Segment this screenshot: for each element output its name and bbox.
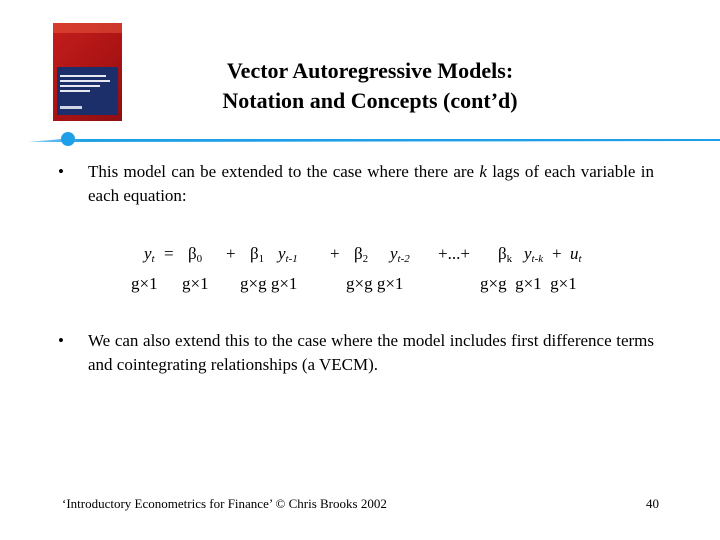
page-number: 40 <box>646 496 659 511</box>
cover-stripe <box>53 23 122 33</box>
eq-term-betak: $\beta_k$ <box>498 244 513 265</box>
book-cover-image <box>53 23 122 121</box>
eq-plus: + <box>330 244 340 263</box>
eq-plus: + <box>226 244 236 263</box>
bullet-text: We can also extend this to the case where the model includes first difference terms and cointegrating relationships (a VECM). <box>88 331 654 374</box>
eq-term-ut: $u_t$ <box>570 244 582 265</box>
eq-dimension: g×1 <box>182 274 209 293</box>
eq-dimension: g×g g×1 <box>240 274 298 293</box>
slide-title <box>140 56 600 116</box>
eq-term-ytk: $y_{t-k}$ <box>524 244 544 265</box>
eq-dimension: g×g g×1 g×1 <box>480 274 577 293</box>
eq-term-beta0: $\beta_0$ <box>188 244 203 265</box>
cover-title-line <box>60 90 90 92</box>
eq-plus: + <box>552 244 562 263</box>
eq-term-beta1: $\beta_1$ <box>250 244 265 265</box>
cover-title-line <box>60 80 110 82</box>
bullet-item <box>58 329 654 377</box>
slide-title-line2: Notation and Concepts (cont’d) <box>222 88 518 113</box>
cover-title-line <box>60 85 100 87</box>
divider-dot <box>61 132 75 146</box>
eq-term-beta2: $\beta_2$ <box>354 244 369 265</box>
eq-term-yt1: $y_{t-1}$ <box>278 244 298 265</box>
eq-term-yt2: $y_{t-2}$ <box>390 244 410 265</box>
bullet-item <box>58 160 654 208</box>
eq-equals: = <box>164 244 174 263</box>
eq-ellipsis: +...+ <box>438 244 470 263</box>
bullet-text: This model can be extended to the case where there are k lags of each variable in each equation: <box>88 162 654 205</box>
eq-dimension: g×g g×1 <box>346 274 404 293</box>
bullet-marker: • <box>58 162 64 181</box>
title-divider <box>0 130 720 152</box>
cover-title-line <box>60 75 106 77</box>
footer-citation: ‘Introductory Econometrics for Finance’ © Chris Brooks 2002 <box>62 496 387 511</box>
eq-dimension: g×1 <box>131 274 158 293</box>
slide-title-line1: Vector Autoregressive Models: <box>226 58 514 83</box>
eq-term-yt: $y_t$ <box>144 244 155 265</box>
bullet-marker: • <box>58 331 64 350</box>
cover-author-line <box>60 106 82 109</box>
